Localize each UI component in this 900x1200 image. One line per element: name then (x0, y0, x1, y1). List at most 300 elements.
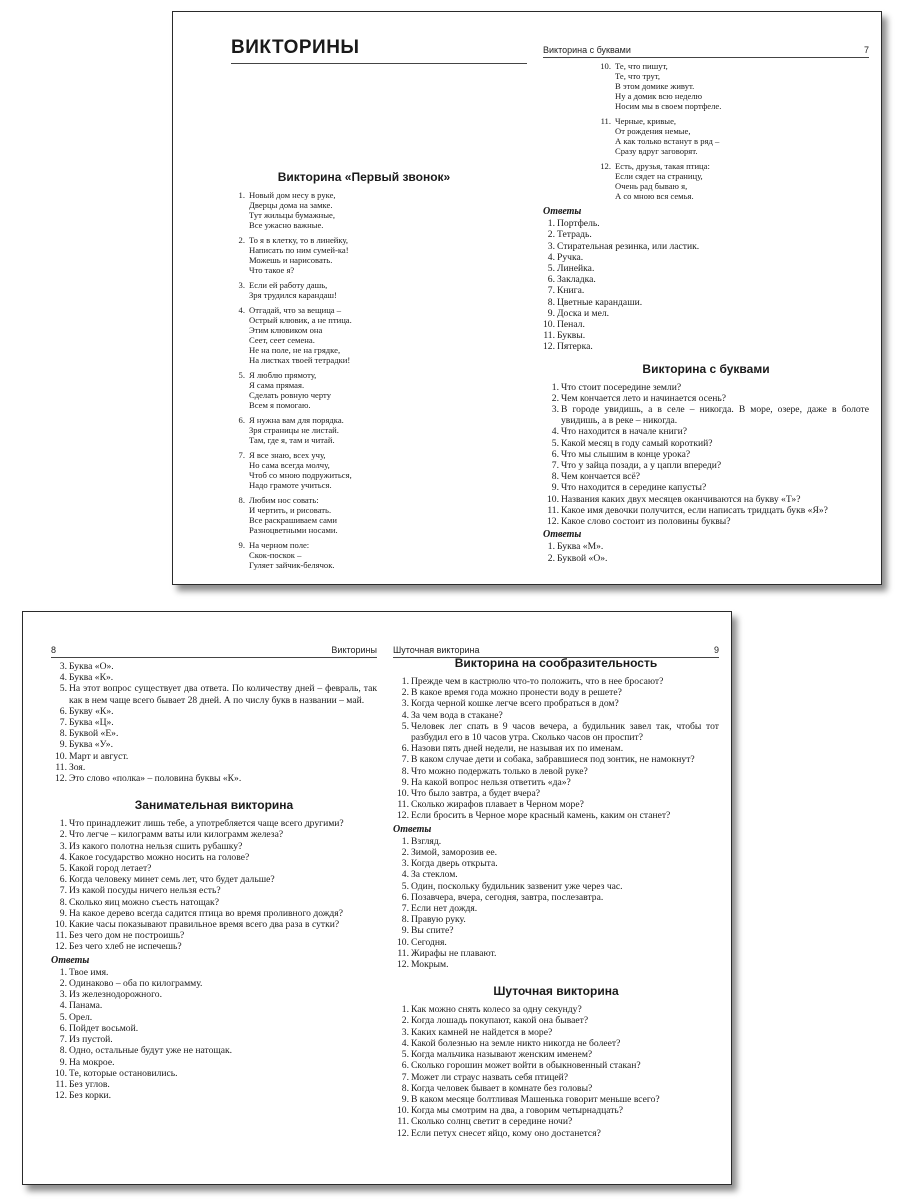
item-text: Какой месяц в году самый короткий? (561, 437, 713, 449)
item-number: 10. (397, 788, 409, 800)
riddle-item (235, 450, 527, 490)
item-number: 2. (59, 978, 67, 990)
item-number: 4. (547, 251, 555, 263)
riddle-item (601, 61, 869, 111)
item-number: 6. (401, 1060, 409, 1072)
item-text: Пойдет восьмой. (69, 1022, 139, 1034)
item-number: 1. (547, 541, 555, 553)
riddle-line: Всем я помогаю. (249, 400, 311, 410)
item-text: Когда человеку минет семь лет, что будет дальше? (69, 874, 275, 886)
riddle-line: Те, что пишут, (615, 61, 668, 71)
page-7-content (543, 61, 869, 564)
list-item (393, 1072, 719, 1083)
item-text: Буквой «О». (557, 552, 608, 564)
page-6-content (201, 160, 527, 575)
chapter-title: ВИКТОРИНЫ (231, 37, 527, 64)
list-item (393, 777, 719, 788)
item-text: Стирательная резинка, или ластик. (557, 240, 700, 252)
running-header-title: Шуточная викторина (393, 645, 480, 655)
item-number: 9. (401, 925, 409, 937)
list-item (51, 773, 377, 784)
list-item (543, 241, 869, 252)
item-number: 7. (59, 1034, 67, 1046)
item-number: 6. (551, 448, 559, 460)
list-item (51, 1079, 377, 1090)
item-text: Что принадлежит лишь тебе, а употребляется чаще всего другими? (69, 818, 344, 830)
list-item (393, 892, 719, 903)
list-item (543, 541, 869, 552)
item-text: Позавчера, вчера, сегодня, завтра, послезавтра. (411, 891, 604, 903)
list-item (393, 698, 719, 709)
item-number: 4. (401, 709, 409, 721)
list-item (51, 683, 377, 705)
riddle-line: Все раскрашиваем сами (249, 515, 337, 525)
list-item (393, 799, 719, 810)
item-text: За чем вода в стакане? (411, 709, 503, 721)
item-text: Как можно снять колесо за одну секунду? (411, 1004, 582, 1016)
list-item (543, 330, 869, 341)
list-item (51, 1000, 377, 1011)
item-number: 6. (401, 743, 409, 755)
list-item (543, 494, 869, 505)
riddle-line: Чтоб со мною подружиться, (249, 470, 352, 480)
riddle-line: Я все знаю, всех учу, (249, 450, 326, 460)
riddle-item (601, 116, 869, 156)
list-item (543, 297, 869, 308)
list-item (393, 914, 719, 925)
list-item (393, 788, 719, 799)
list-item (51, 706, 377, 717)
list-item (51, 1012, 377, 1023)
list-item (393, 1128, 719, 1139)
item-number: 7. (401, 754, 409, 766)
item-number: 2. (401, 847, 409, 859)
section-title-first-bell: Викторина «Первый звонок» (277, 170, 451, 184)
item-number: 4. (401, 1037, 409, 1049)
riddle-line: Я нужна вам для порядка. (249, 415, 344, 425)
list-item (51, 751, 377, 762)
item-text: Чем кончается лето и начинается осень? (561, 392, 727, 404)
item-number: 5. (59, 683, 67, 695)
item-number: 3. (551, 404, 559, 416)
item-text: Взгляд. (411, 835, 442, 847)
section-title-wit-quiz: Викторина на сообразительность (454, 656, 658, 670)
riddle-item (235, 370, 527, 410)
item-number: 10. (600, 61, 611, 71)
item-text: Тетрадь. (557, 229, 592, 241)
item-number: 11. (543, 330, 555, 342)
list-item (543, 460, 869, 471)
list-item (543, 229, 869, 240)
item-number: 8. (401, 765, 409, 777)
item-text: Мокрым. (411, 959, 449, 971)
riddle-line: На черном поле: (249, 540, 310, 550)
item-number: 12. (543, 341, 555, 353)
item-number: 8. (547, 296, 555, 308)
item-text: На какое дерево всегда садится птица во время проливного дождя? (69, 907, 343, 919)
questions-list (51, 818, 377, 952)
item-text: Какое слово состоит из половины буквы? (561, 516, 731, 528)
item-text: Буквы. (557, 330, 586, 342)
item-text: На мокрое. (69, 1056, 115, 1068)
list-item (393, 766, 719, 777)
item-text: Сегодня. (411, 936, 447, 948)
item-number: 3. (59, 989, 67, 1001)
item-number: 8. (551, 471, 559, 483)
item-number: 1. (401, 1004, 409, 1016)
item-text: Что было завтра, а будет вчера? (411, 788, 540, 800)
item-text: Буква «М». (557, 541, 604, 553)
answers-list (393, 836, 719, 970)
questions-list (543, 382, 869, 528)
item-number: 6. (547, 274, 555, 286)
questions-list-2 (393, 1004, 719, 1138)
item-number: 4. (59, 1000, 67, 1012)
item-number: 12. (397, 1127, 409, 1139)
riddle-line: А со мною вся семья. (615, 191, 694, 201)
item-number: 11. (397, 947, 409, 959)
item-number: 10. (397, 936, 409, 948)
list-item (543, 516, 869, 527)
list-item (51, 874, 377, 885)
item-number: 3. (59, 840, 67, 852)
item-text: Правую руку. (411, 914, 466, 926)
item-text: Если нет дождя. (411, 903, 478, 915)
item-text: Доска и мел. (557, 307, 610, 319)
item-number: 8. (59, 728, 67, 740)
item-number: 10. (55, 919, 67, 931)
item-text: Когда мы смотрим на два, а говорим четырнадцать? (411, 1105, 624, 1117)
item-text: Портфель. (557, 218, 600, 230)
item-text: Буквой «Е». (69, 728, 119, 740)
item-number: 7. (551, 460, 559, 472)
item-number: 9. (547, 307, 555, 319)
riddle-line: Но сама всегда молчу, (249, 460, 330, 470)
riddle-line: Зря страницы не листай. (249, 425, 339, 435)
item-number: 6. (59, 874, 67, 886)
answers-list-continued (51, 661, 377, 784)
item-text: Буква «У». (69, 739, 113, 751)
item-text: Панама. (69, 1000, 103, 1012)
list-item (51, 908, 377, 919)
book-spread-pages-6-7 (172, 11, 882, 585)
list-item (393, 721, 719, 743)
item-text: Буква «О». (69, 661, 114, 672)
item-text: Март и август. (69, 750, 129, 762)
section-title-letters-quiz: Викторина с буквами (642, 361, 770, 376)
item-number: 5. (551, 437, 559, 449)
list-item (51, 930, 377, 941)
item-number: 9. (59, 907, 67, 919)
item-number: 10. (55, 750, 67, 762)
item-number: 8. (59, 896, 67, 908)
item-number: 9. (59, 739, 67, 751)
list-item (543, 553, 869, 564)
item-text: Букву «К». (69, 705, 114, 717)
item-text: Сколько жирафов плавает в Черном море? (411, 799, 584, 811)
item-text: Ручка. (557, 251, 584, 263)
item-text: Книга. (557, 285, 585, 297)
item-number: 6. (59, 1022, 67, 1034)
riddle-item (235, 540, 527, 570)
item-number: 5. (59, 863, 67, 875)
item-text: Если петух снесет яйцо, кому оно достанется? (411, 1127, 601, 1139)
riddle-line: То я в клетку, то в линейку, (249, 235, 349, 245)
item-text: Что находится в середине капусты? (561, 482, 707, 494)
list-item (543, 218, 869, 229)
riddle-line: Я сама прямая. (249, 380, 305, 390)
item-text: Жирафы не плавают. (411, 947, 497, 959)
book-spread-pages-8-9 (22, 611, 732, 1185)
list-item (393, 1116, 719, 1127)
list-item (51, 863, 377, 874)
item-text: Без углов. (69, 1078, 110, 1090)
list-item (393, 1105, 719, 1116)
item-number: 1. (59, 966, 67, 978)
list-item (51, 661, 377, 672)
riddle-list (201, 190, 527, 570)
item-number: 4. (401, 869, 409, 881)
riddle-line: Можешь и нарисовать. (249, 255, 333, 265)
item-text: Что у зайца позади, а у цапли впереди? (561, 460, 722, 472)
item-text: Зоя. (69, 761, 86, 773)
item-number: 3. (401, 858, 409, 870)
list-item (543, 426, 869, 437)
riddle-line: А как только встанут в ряд – (615, 136, 720, 146)
riddle-item (235, 495, 527, 535)
item-text: Одно, остальные будут уже не натощак. (69, 1045, 233, 1057)
item-text: Какое имя девочки получится, если написать тридцать букв «Я»? (561, 504, 828, 516)
list-item (393, 948, 719, 959)
list-item (393, 810, 719, 821)
list-item (543, 285, 869, 296)
section-title-joke-quiz: Шуточная викторина (493, 984, 619, 999)
riddle-line: Носим мы в своем портфеле. (615, 101, 722, 111)
list-item (393, 836, 719, 847)
list-item (51, 1045, 377, 1056)
item-text: Что легче – килограмм ваты или килограмм железа? (69, 829, 284, 841)
list-item (51, 989, 377, 1000)
list-item (543, 505, 869, 516)
item-number: 2. (551, 392, 559, 404)
item-text: Из пустой. (69, 1034, 113, 1046)
list-item (51, 1023, 377, 1034)
item-number: 4. (59, 851, 67, 863)
list-item (393, 1049, 719, 1060)
list-item (51, 829, 377, 840)
riddle-line: Отгадай, что за вещица – (249, 305, 342, 315)
page-number: 9 (713, 645, 719, 655)
item-number: 7. (547, 285, 555, 297)
item-number: 7. (59, 885, 67, 897)
item-text: Один, поскольку будильник зазвенит уже через час. (411, 880, 623, 892)
list-item (51, 672, 377, 683)
item-text: Чем кончается всё? (561, 471, 641, 483)
item-number: 5. (59, 1011, 67, 1023)
list-item (393, 881, 719, 892)
list-item (51, 1034, 377, 1045)
item-number: 11. (547, 504, 559, 516)
item-number: 1. (59, 818, 67, 830)
item-number: 2. (238, 235, 245, 245)
list-item (543, 449, 869, 460)
list-item (543, 438, 869, 449)
page-6 (201, 12, 527, 584)
item-number: 1. (547, 218, 555, 230)
item-text: На этот вопрос существует два ответа. По количеству дней – февраль, так как в нем чаще всего бывает 28 дней. А по числу букв в названии – май. (69, 683, 377, 706)
list-item (393, 858, 719, 869)
item-number: 8. (59, 1045, 67, 1057)
list-item (393, 847, 719, 858)
list-item (51, 978, 377, 989)
item-number: 11. (55, 930, 67, 942)
riddle-line: Разноцветными носами. (249, 525, 338, 535)
riddle-line: Если сядет на страницу, (615, 171, 703, 181)
running-header-title: Викторина с буквами (543, 45, 631, 55)
riddle-line: Очень рад бываю я, (615, 181, 688, 191)
riddle-line: Скок-поскок – (249, 550, 302, 560)
answers-list-2 (543, 541, 869, 563)
list-item (393, 937, 719, 948)
questions-list (393, 676, 719, 822)
item-text: Закладка. (557, 274, 596, 286)
riddle-item (235, 235, 527, 275)
item-number: 12. (55, 941, 67, 953)
item-text: Те, которые остановились. (69, 1067, 178, 1079)
item-number: 11. (55, 1078, 67, 1090)
item-number: 6. (401, 891, 409, 903)
item-number: 9. (551, 482, 559, 494)
riddle-line: Все ужасно важные. (249, 220, 324, 230)
riddle-item (601, 161, 869, 201)
item-number: 2. (547, 552, 555, 564)
item-text: Орел. (69, 1011, 93, 1023)
item-number: 3. (59, 661, 67, 672)
list-item (543, 319, 869, 330)
item-number: 12. (600, 161, 611, 171)
item-text: Буква «К». (69, 672, 114, 684)
item-text: Из какого полотна нельзя сшить рубашку? (69, 840, 243, 852)
item-number: 9. (59, 1056, 67, 1068)
riddle-line: Сразу вдруг заговорят. (615, 146, 698, 156)
list-item (543, 404, 869, 426)
item-number: 2. (547, 229, 555, 241)
riddle-line: Этим клювиком она (249, 325, 323, 335)
list-item (51, 717, 377, 728)
item-text: Это слово «полка» – половина буквы «К». (69, 773, 242, 785)
item-text: Когда человек бывает в комнате без головы? (411, 1082, 593, 1094)
item-text: Каких камней не найдется в море? (411, 1026, 553, 1038)
answers-heading-2: Ответы (543, 529, 582, 541)
item-text: Когда черной кошке легче всего пробраться в дом? (411, 698, 619, 710)
item-text: Без корки. (69, 1090, 112, 1102)
list-item (393, 1060, 719, 1071)
list-item (51, 728, 377, 739)
list-item (393, 925, 719, 936)
riddle-line: И чертить, и рисовать. (249, 505, 332, 515)
list-item (543, 252, 869, 263)
item-number: 1. (551, 381, 559, 393)
riddle-item (235, 190, 527, 230)
item-number: 4. (238, 305, 245, 315)
list-item (393, 687, 719, 698)
answers-heading: Ответы (393, 823, 432, 835)
riddle-line: Тут жильцы бумажные, (249, 210, 335, 220)
item-number: 6. (59, 705, 67, 717)
item-number: 1. (238, 190, 245, 200)
list-item (393, 1015, 719, 1026)
list-item (51, 852, 377, 863)
item-text: Назови пять дней недели, не называя их по именам. (411, 743, 624, 755)
item-number: 5. (547, 263, 555, 275)
item-text: В каком месяце болтливая Машенька говорит меньше всего? (411, 1093, 660, 1105)
riddle-line: Гуляет зайчик-белячок. (249, 560, 335, 570)
item-number: 11. (397, 799, 409, 811)
list-item (393, 1094, 719, 1105)
riddle-line: В этом домике живут. (615, 81, 695, 91)
item-text: Зимой, заморозив ее. (411, 847, 498, 859)
running-header (51, 643, 377, 658)
riddle-line: Новый дом несу в руке, (249, 190, 336, 200)
item-number: 11. (397, 1116, 409, 1128)
item-text: За стеклом. (411, 869, 458, 881)
riddle-line: Сделать ровную черту (249, 390, 331, 400)
item-text: Вы спите? (411, 925, 454, 937)
riddle-line: Есть, друзья, такая птица: (615, 161, 710, 171)
item-text: Без чего хлеб не испечешь? (69, 941, 182, 953)
list-item (543, 263, 869, 274)
item-text: Сколько яиц можно съесть натощак? (69, 896, 219, 908)
item-number: 3. (547, 240, 555, 252)
running-header-title: Викторины (331, 645, 377, 655)
riddle-list-continued (543, 61, 869, 201)
item-number: 9. (401, 1093, 409, 1105)
riddle-line: Не на поле, не на грядке, (249, 345, 341, 355)
list-item (393, 676, 719, 687)
list-item (51, 941, 377, 952)
item-text: Когда мальчика называют женским именем? (411, 1049, 593, 1061)
item-text: Что находится в начале книги? (561, 426, 688, 438)
item-text: Какой болезнью на земле никто никогда не болеет? (411, 1037, 621, 1049)
riddle-line: Написать по ним сумей-ка! (249, 245, 349, 255)
page-number: 8 (51, 645, 57, 655)
riddle-line: Что такое я? (249, 265, 295, 275)
item-text: Твое имя. (69, 966, 109, 978)
answers-list (543, 218, 869, 352)
riddle-item (235, 305, 527, 365)
item-number: 3. (401, 1026, 409, 1038)
list-item (543, 308, 869, 319)
list-item (51, 762, 377, 773)
item-number: 6. (238, 415, 245, 425)
riddle-item (235, 280, 527, 300)
item-text: Какой город летает? (69, 863, 152, 875)
list-item (51, 967, 377, 978)
riddle-line: От рождения немые, (615, 126, 691, 136)
list-item (543, 393, 869, 404)
page-9 (393, 612, 719, 1184)
list-item (393, 1004, 719, 1015)
item-text: Из железнодорожного. (69, 989, 162, 1001)
item-number: 11. (600, 116, 611, 126)
list-item (393, 959, 719, 970)
list-item (393, 1027, 719, 1038)
item-text: В каком случае дети и собака, забравшиеся под зонтик, не намокнут? (411, 754, 695, 766)
item-text: Из какой посуды ничего нельзя есть? (69, 885, 221, 897)
riddle-line: Если ей работу дашь, (249, 280, 328, 290)
list-item (393, 754, 719, 765)
item-text: Прежде чем в кастрюлю что-то положить, что в нее бросают? (411, 676, 664, 687)
